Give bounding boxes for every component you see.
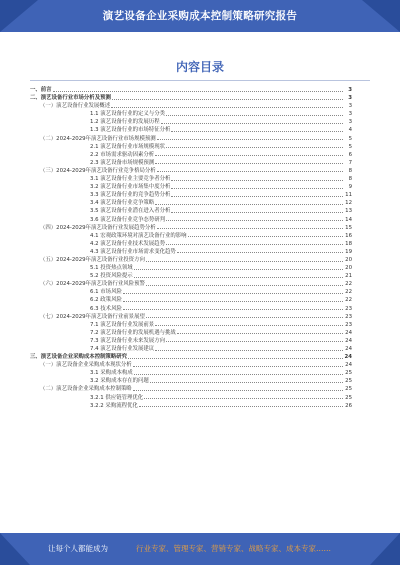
toc-leader-dots [166, 115, 343, 116]
toc-entry-text: 1.1 演艺设备行业的定义与分类 [90, 111, 165, 118]
toc-entry-text: 2.2 市场需求驱动因素分析 [90, 151, 155, 158]
toc-page-number: 25 [345, 370, 352, 377]
toc-entry-text: 6.2 政策风险 [90, 297, 122, 304]
toc-entry-text: （二）演艺设备企业采购成本控制策略 [40, 386, 132, 393]
toc-entry-text: （六）2024-2029年演艺设备行业风险预警 [40, 281, 145, 288]
toc-entry[interactable] [30, 94, 352, 102]
toc-entry-text: 3.6 演艺设备行业竞争态势研判 [90, 216, 165, 223]
toc-page-number: 3 [348, 103, 352, 110]
toc-entry-text: 3.2 演艺设备行业市场集中度分析 [90, 184, 171, 191]
toc-leader-dots [146, 261, 343, 262]
toc-leader-dots [166, 147, 343, 148]
toc-leader-dots [155, 325, 343, 326]
toc-entry[interactable] [30, 369, 352, 377]
toc-page-number: 8 [348, 176, 352, 183]
toc-entry-text: 一、前言 [30, 87, 52, 93]
toc-leader-dots [161, 123, 343, 124]
toc-entry[interactable] [30, 305, 352, 313]
toc-leader-dots [123, 309, 343, 310]
toc-entry-text: 7.3 演艺设备行业未来发展方向 [90, 337, 165, 344]
report-header-banner [0, 0, 400, 32]
toc-page-number: 12 [345, 200, 352, 207]
toc-entry-text: 3.4 演艺设备行业竞争策略 [90, 200, 155, 207]
toc-entry-text: 3.1 采购成本构成 [90, 370, 133, 377]
toc-leader-dots [155, 204, 343, 205]
toc-entry-text: 3.2.2 采购流程优化 [90, 402, 138, 409]
toc-entry[interactable] [30, 272, 352, 280]
toc-entry[interactable] [30, 207, 352, 215]
toc-entry[interactable] [30, 337, 352, 345]
toc-entry-text: （四）2024-2029年演艺设备行业发展趋势分析 [40, 224, 156, 231]
toc-entry[interactable] [30, 151, 352, 159]
toc-leader-dots [111, 107, 343, 108]
toc-page-number: 3 [348, 119, 352, 126]
toc-entry[interactable] [30, 248, 352, 256]
toc-page-number: 24 [345, 329, 352, 336]
toc-leader-dots [171, 131, 343, 132]
report-title: 演艺设备企业采购成本控制策略研究报告 [102, 10, 298, 22]
toc-entry-text: 3.2 采购成本存在的问题 [90, 378, 149, 385]
toc-entry[interactable] [30, 313, 352, 321]
toc-leader-dots [157, 139, 343, 140]
footer-slogan-left: 让每个人都能成为 [48, 544, 108, 553]
toc-page-number: 22 [345, 289, 352, 296]
toc-entry[interactable] [30, 264, 352, 272]
toc-leader-dots [166, 220, 343, 221]
toc-page-number: 23 [345, 305, 352, 312]
toc-leader-dots [134, 277, 343, 278]
toc-entry[interactable] [30, 86, 352, 94]
toc-leader-dots [112, 99, 343, 100]
toc-entry-text: 1.2 演艺设备行业的发展历程 [90, 119, 160, 126]
toc-entry[interactable] [30, 199, 352, 207]
toc-entry-text: 1.3 演艺设备行业的市场特征分析 [90, 127, 171, 134]
toc-entry-text: （七）2024-2029年演艺设备行业前景展望 [40, 313, 145, 320]
toc-entry-text: 3.2.1 供应链管理优化 [90, 394, 144, 401]
toc-entry[interactable] [30, 175, 352, 183]
toc-entry[interactable] [30, 143, 352, 151]
toc-entry-text: 6.1 市场风险 [90, 289, 122, 296]
toc-page-number: 24 [345, 346, 352, 352]
toc-entry-text: 4.1 宏观政策环境对演艺设备行业的影响 [90, 232, 187, 239]
toc-entry[interactable] [30, 329, 352, 337]
toc-page-number: 4 [348, 127, 352, 134]
toc-entry[interactable] [30, 256, 352, 264]
toc-page-number: 8 [348, 167, 352, 174]
toc-leader-dots [171, 180, 343, 181]
toc-entry[interactable] [30, 288, 352, 296]
toc-page-number: 13 [345, 208, 352, 215]
toc-page-number: 25 [345, 378, 352, 385]
toc-entry[interactable] [30, 216, 352, 224]
toc-entry[interactable] [30, 159, 352, 167]
toc-entry[interactable] [30, 280, 352, 288]
toc-leader-dots [146, 317, 343, 318]
toc-entry[interactable] [30, 296, 352, 304]
toc-page-number: 11 [345, 192, 352, 199]
toc-page-number: 5 [348, 135, 352, 142]
toc-entry[interactable] [30, 167, 352, 175]
toc-heading: 内容目录 [175, 60, 224, 74]
toc-entry-text: 二、演艺设备行业市场分析及预测 [30, 95, 111, 102]
toc-entry[interactable] [30, 183, 352, 191]
toc-entry-text: 3.3 演艺设备行业的竞争趋势分析 [90, 192, 171, 199]
toc-entry[interactable] [30, 240, 352, 248]
toc-entry-text: 5.1 投资热点领域 [90, 265, 133, 272]
toc-entry[interactable] [30, 345, 352, 353]
toc-entry[interactable] [30, 361, 352, 369]
toc-entry-text: 7.2 演艺设备行业的发展机遇与挑战 [90, 329, 176, 336]
toc-entry[interactable] [30, 394, 352, 402]
toc-page-number: 25 [345, 394, 352, 401]
toc-entry-text: 4.3 演艺设备行业市场需求变化趋势 [90, 248, 176, 255]
toc-page-number: 24 [344, 354, 352, 361]
toc-page-number: 26 [345, 402, 352, 409]
toc-page-number: 15 [345, 224, 352, 231]
toc-leader-dots [166, 244, 343, 245]
toc-entry[interactable] [30, 135, 352, 143]
toc-page-number: 16 [345, 232, 352, 239]
toc-entry[interactable] [30, 377, 352, 385]
toc-leader-dots [150, 382, 343, 383]
toc-leader-dots [134, 374, 343, 375]
toc-page-number: 23 [345, 313, 352, 320]
toc-entry-text: （二）2024-2029年演艺设备行业市场规模预测 [40, 135, 156, 142]
toc-entry[interactable] [30, 118, 352, 126]
toc-leader-dots [128, 358, 343, 359]
toc-entry-text: 4.2 演艺设备行业技术发展趋势 [90, 240, 165, 247]
toc-page-number: 25 [345, 386, 352, 393]
toc-entry-text: 7.4 演艺设备行业发展建议 [90, 346, 155, 352]
toc-leader-dots [155, 155, 343, 156]
toc-leader-dots [157, 228, 343, 229]
toc-entry[interactable] [30, 102, 352, 110]
toc-leader-dots [155, 163, 343, 164]
toc-page-number: 22 [345, 297, 352, 304]
toc-page-number: 24 [345, 362, 352, 369]
toc-leader-dots [166, 341, 343, 342]
toc-page-number: 18 [345, 240, 352, 247]
footer-slogan-right: 行业专家、管理专家、营销专家、战略专家、成本专家…… [136, 544, 331, 553]
toc-entry-text: 2.1 演艺设备行业市场规模现状 [90, 143, 165, 150]
toc-entry[interactable] [30, 224, 352, 232]
toc-leader-dots [133, 366, 343, 367]
toc-leader-dots [139, 406, 343, 407]
toc-page-number: 3 [348, 87, 352, 93]
toc-page-number: 24 [345, 337, 352, 344]
toc-entry-text: （一）演艺设备行业发展概述 [40, 103, 111, 110]
toc-leader-dots [123, 301, 343, 302]
toc-page-number: 19 [345, 248, 352, 255]
toc-entry[interactable] [30, 232, 352, 240]
toc-leader-dots [171, 188, 343, 189]
footer-corner-left [0, 533, 30, 565]
toc-entry-text: （三）2024-2029年演艺设备行业竞争格局分析 [40, 167, 156, 174]
toc-entry[interactable] [30, 110, 352, 118]
toc-leader-dots [188, 236, 343, 237]
toc-page-number: 14 [345, 216, 352, 223]
toc-leader-dots [155, 350, 343, 351]
toc-entry-text: 7.1 演艺设备行业发展前景 [90, 321, 155, 328]
toc-leader-dots [177, 333, 343, 334]
toc-leader-dots [133, 390, 343, 391]
toc-leader-dots [53, 91, 343, 92]
footer-corner-right [370, 533, 400, 565]
toc-entry-text: （五）2024-2029年演艺设备行业投资方向 [40, 256, 145, 263]
toc-leader-dots [144, 398, 343, 399]
toc-page-number: 3 [348, 95, 352, 102]
toc-page-number: 3 [348, 111, 352, 118]
toc-leader-dots [171, 196, 343, 197]
toc-entry[interactable] [30, 321, 352, 329]
toc-entry-text: 三、演艺设备企业采购成本控制策略研究 [30, 354, 128, 361]
toc-entry-text: 3.1 演艺设备行业主要竞争者分析 [90, 176, 171, 183]
toc-leader-dots [157, 171, 343, 172]
toc-entry[interactable] [30, 385, 352, 393]
toc-divider [30, 80, 370, 81]
toc-leader-dots [171, 212, 343, 213]
toc-page-number: 7 [348, 159, 352, 166]
toc-page-number: 21 [345, 273, 352, 280]
toc-page-number: 6 [348, 151, 352, 158]
toc-entry-text: 3.5 演艺设备行业潜在进入者分析 [90, 208, 171, 215]
toc-entry[interactable] [30, 126, 352, 134]
toc-leader-dots [134, 269, 343, 270]
toc-page-number: 20 [345, 265, 352, 272]
toc-entry-text: 5.2 投资风险提示 [90, 273, 133, 280]
toc-page-number: 9 [348, 184, 352, 191]
toc-page-number: 20 [345, 256, 352, 263]
table-of-contents [30, 86, 352, 410]
toc-page-number: 23 [345, 321, 352, 328]
toc-entry[interactable] [30, 353, 352, 361]
toc-entry[interactable] [30, 402, 352, 410]
toc-page-number: 22 [345, 281, 352, 288]
toc-leader-dots [146, 285, 343, 286]
toc-entry-text: 6.3 技术风险 [90, 305, 122, 312]
toc-page-number: 5 [348, 143, 352, 150]
toc-entry-text: （一）演艺设备企业采购成本现状分析 [40, 362, 132, 369]
toc-entry[interactable] [30, 191, 352, 199]
toc-leader-dots [177, 252, 343, 253]
toc-entry-text: 2.3 演艺设备市场规模预测 [90, 159, 155, 166]
footer-banner [0, 533, 400, 565]
toc-leader-dots [123, 293, 343, 294]
